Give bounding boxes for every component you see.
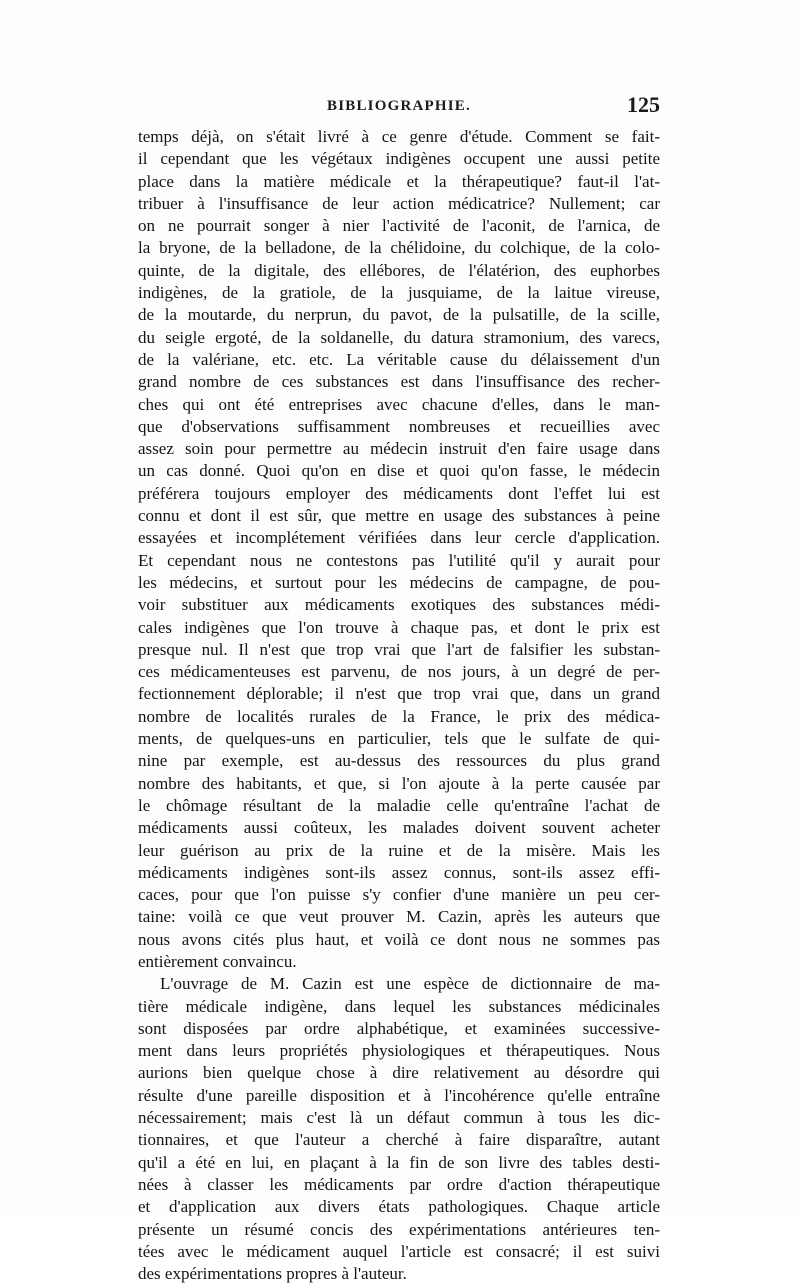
text-line: fectionnement déplorable; il n'est que trop vrai que, dans un grand: [138, 684, 660, 704]
text-line: presque nul. Il n'est que trop vrai que l'art de falsifier les substan-: [138, 639, 660, 659]
text-line: ces médicamenteuses est parvenu, de nos jours, à un degré de per-: [138, 662, 660, 682]
page-header: [138, 90, 660, 124]
text-line: voir substituer aux médicaments exotiques des substances médi-: [138, 595, 660, 615]
text-line: essayées et incomplétement vérifiées dans leur cercle d'application.: [138, 528, 660, 548]
text-line: médicaments aussi coûteux, les malades doivent souvent acheter: [138, 818, 660, 838]
text-line: connu et dont il est sûr, que mettre en usage des substances à peine: [138, 506, 660, 526]
text-line: de la moutarde, du nerprun, du pavot, de la pulsatille, de la scille,: [138, 305, 660, 325]
paragraph: [138, 126, 660, 973]
text-line: Et cependant nous ne contestons pas l'utilité qu'il y aurait pour: [138, 550, 660, 570]
text-line: tribuer à l'insuffisance de leur action médicatrice? Nullement; car: [138, 193, 660, 213]
text-line: il cependant que les végétaux indigènes occupent une aussi petite: [138, 149, 660, 169]
text-line: leur guérison au prix de la ruine et de la misère. Mais les: [138, 840, 660, 860]
text-line: la bryone, de la belladone, de la chélidoine, du colchique, de la colo-: [138, 238, 660, 258]
text-line: place dans la matière médicale et la thérapeutique? faut-il l'at-: [138, 171, 660, 191]
text-line: aurions bien quelque chose à dire relativement au désordre qui: [138, 1063, 660, 1083]
text-line: quinte, de la digitale, des ellébores, de l'élatérion, des euphorbes: [138, 260, 660, 280]
text-line: médicaments indigènes sont-ils assez connus, sont-ils assez effi-: [138, 862, 660, 882]
text-line: tière médicale indigène, dans lequel les substances médicinales: [138, 996, 660, 1016]
text-line: taine: voilà ce que veut prouver M. Cazin, après les auteurs que: [138, 907, 660, 927]
text-line: nous avons cités plus haut, et voilà ce dont nous ne sommes pas: [138, 929, 660, 949]
text-line: cales indigènes que l'on trouve à chaque pas, et dont le prix est: [138, 617, 660, 637]
text-line: et d'application aux divers états pathologiques. Chaque article: [138, 1197, 660, 1217]
text-line: sont disposées par ordre alphabétique, et examinées successive-: [138, 1018, 660, 1038]
text-line: préférera toujours employer des médicaments dont l'effet lui est: [138, 483, 660, 503]
text-line: temps déjà, on s'était livré à ce genre d'étude. Comment se fait-: [138, 127, 660, 146]
text-line: nées à classer les médicaments par ordre d'action thérapeutique: [138, 1174, 660, 1194]
text-line: de la valériane, etc. etc. La véritable cause du délaissement d'un: [138, 349, 660, 369]
text-line: L'ouvrage de M. Cazin est une espèce de dictionnaire de ma-: [160, 974, 660, 994]
text-line: résulte d'une pareille disposition et à l'incohérence qu'elle entraîne: [138, 1085, 660, 1105]
text-line: nine par exemple, est au-dessus des ressources du plus grand: [138, 751, 660, 771]
text-line: présente un résumé concis des expérimentations antérieures ten-: [138, 1219, 660, 1239]
text-line: ment dans leurs propriétés physiologiques et thérapeutiques. Nous: [138, 1041, 660, 1061]
text-line: du seigle ergoté, de la soldanelle, du datura stramonium, des varecs,: [138, 327, 660, 347]
text-line: caces, pour que l'on puisse s'y confier d'une manière un peu cer-: [138, 885, 660, 905]
text-line: un cas donné. Quoi qu'on en dise et quoi qu'on fasse, le médecin: [138, 461, 660, 481]
text-line: ments, de quelques-uns en particulier, tels que le sulfate de qui-: [138, 729, 660, 749]
paragraph: [138, 973, 660, 1285]
text-line: des expérimentations propres à l'auteur.: [138, 1264, 407, 1284]
text-line: le chômage résultant de la maladie celle qu'entraîne l'achat de: [138, 795, 660, 815]
page-number: 125: [627, 92, 660, 117]
text-line: nombre de localités rurales de la France, le prix des médica-: [138, 706, 660, 726]
text-line: nombre des habitants, et que, si l'on ajoute à la perte causée par: [138, 773, 660, 793]
text-line: les médecins, et surtout pour les médecins de campagne, de pou-: [138, 572, 660, 592]
text-line: assez soin pour permettre au médecin instruit d'en faire usage dans: [138, 439, 660, 459]
text-line: entièrement convaincu.: [138, 951, 297, 971]
text-line: grand nombre de ces substances est dans l'insuffisance des recher-: [138, 372, 660, 392]
text-line: qu'il a été en lui, en plaçant à la fin de son livre des tables desti-: [138, 1152, 660, 1172]
text-line: indigènes, de la gratiole, de la jusquiame, de la laitue vireuse,: [138, 283, 660, 303]
text-line: on ne pourrait songer à nier l'activité de l'aconit, de l'arnica, de: [138, 216, 660, 236]
text-line: tionnaires, et que l'auteur a cherché à faire disparaître, autant: [138, 1130, 660, 1150]
text-line: nécessairement; mais c'est là un défaut commun à tous les dic-: [138, 1108, 660, 1128]
body-text: [138, 126, 660, 1285]
text-line: ches qui ont été entreprises avec chacune d'elles, dans le man-: [138, 394, 660, 414]
text-line: que d'observations suffisamment nombreuses et recueillies avec: [138, 416, 660, 436]
text-line: tées avec le médicament auquel l'article est consacré; il est suivi: [138, 1241, 660, 1261]
running-title: BIBLIOGRAPHIE.: [327, 98, 471, 114]
